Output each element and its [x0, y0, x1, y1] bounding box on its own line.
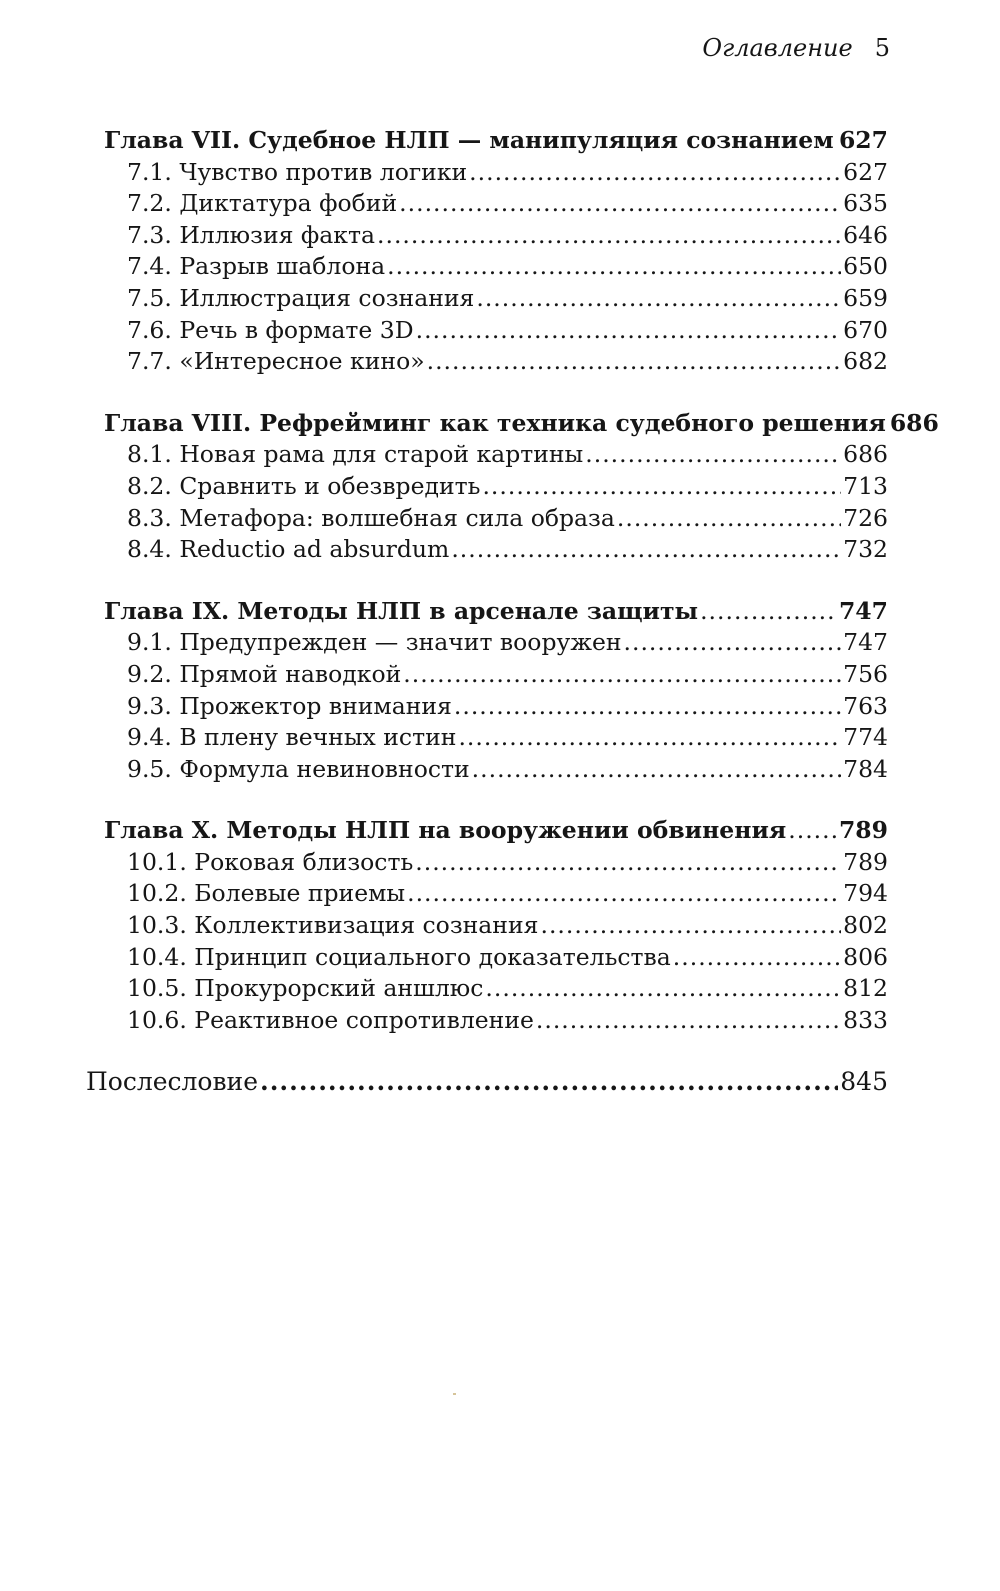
entry-page: 756: [843, 659, 888, 688]
entry-title: 8.2. Сравнить и обезвредить: [127, 471, 481, 500]
entry-page: 627: [843, 157, 888, 186]
toc-entry: [104, 504, 888, 536]
entry-page: 659: [843, 283, 888, 312]
leader-dots: [416, 316, 842, 344]
toc-entry: [104, 879, 888, 911]
entry-page: 686: [843, 440, 888, 469]
entry-title: 10.6. Реактивное сопротивление: [127, 1005, 534, 1034]
leader-dots: [482, 472, 841, 500]
afterword-title: Послесловие: [86, 1067, 258, 1097]
leader-dots: [427, 347, 842, 375]
leader-dots: [469, 158, 841, 186]
chapter-title: Глава X. Методы НЛП на вооружении обвинения: [104, 816, 787, 845]
entry-title: 7.2. Диктатура фобий: [127, 189, 398, 218]
chapter-7: [104, 126, 888, 379]
entry-title: 7.1. Чувство против логики: [127, 157, 468, 186]
entry-title: 8.1. Новая рама для старой картины: [127, 440, 584, 469]
chapter-heading: [104, 408, 939, 441]
leader-dots: [403, 660, 841, 688]
toc-entry: [104, 158, 888, 190]
toc-entry: [104, 472, 888, 504]
toc-entry: [104, 252, 888, 284]
leader-dots: [700, 597, 837, 625]
entry-title: 9.2. Прямой наводкой: [127, 659, 402, 688]
leader-dots: [624, 628, 842, 656]
entry-page: 789: [843, 847, 888, 876]
toc-entry: [104, 440, 888, 472]
chapter-title: Глава VII. Судебное НЛП — манипуляция сознанием: [104, 126, 834, 154]
entry-page: 794: [843, 879, 888, 908]
toc-entry: [104, 974, 888, 1006]
entry-page: 747: [843, 628, 888, 657]
leader-dots: [540, 911, 841, 939]
entry-title: 10.4. Принцип социального доказательства: [127, 942, 671, 971]
toc-entry: [104, 221, 888, 253]
leader-dots: [788, 816, 837, 844]
header-title: Оглавление: [702, 34, 853, 62]
entry-page: 784: [843, 754, 888, 783]
chapter-title: Глава IX. Методы НЛП в арсенале защиты: [104, 596, 699, 625]
chapter-10: [104, 816, 888, 1037]
toc-entry: [104, 723, 888, 755]
chapter-page: 686: [889, 408, 939, 437]
entry-page: 670: [843, 315, 888, 344]
entry-title: 10.5. Прокурорский аншлюс: [127, 974, 484, 1003]
leader-dots: [458, 723, 841, 751]
entry-title: 10.2. Болевые приемы: [127, 879, 406, 908]
entry-title: 10.3. Коллективизация сознания: [127, 911, 539, 940]
leader-dots: [585, 440, 841, 468]
entry-page: 732: [843, 535, 888, 564]
chapter-heading: [104, 126, 888, 158]
leader-dots: [673, 943, 841, 971]
entry-page: 646: [843, 220, 888, 249]
toc-entry: [104, 911, 888, 943]
toc-entry: [104, 660, 888, 692]
chapter-page: 789: [838, 816, 888, 845]
entry-title: 9.5. Формула невиновности: [127, 754, 470, 783]
toc-entry: [104, 628, 888, 660]
toc-entry: [104, 284, 888, 316]
toc-entry: [104, 189, 888, 221]
header-page-number: 5: [874, 34, 890, 62]
entry-page: 713: [843, 471, 888, 500]
entry-page: 833: [843, 1005, 888, 1034]
toc-entry: [104, 1006, 888, 1038]
chapter-title: Глава VIII. Рефрейминг как техника судебного решения: [104, 408, 886, 437]
entry-page: 682: [843, 347, 888, 376]
leader-dots: [377, 221, 841, 249]
leader-dots: [415, 848, 841, 876]
entry-title: 9.1. Предупрежден — значит вооружен: [127, 628, 622, 657]
leader-dots: [454, 692, 841, 720]
entry-page: 806: [843, 942, 888, 971]
entry-title: 8.4. Reductio ad absurdum: [127, 535, 450, 564]
entry-page: 763: [843, 691, 888, 720]
entry-title: 9.4. В плену вечных истин: [127, 723, 457, 752]
entry-page: 774: [843, 723, 888, 752]
leader-dots: [407, 879, 841, 907]
leader-dots: [617, 504, 841, 532]
toc-entry: [104, 755, 888, 787]
leader-dots: [451, 535, 841, 563]
entry-title: 7.3. Иллюзия факта: [127, 220, 376, 249]
leader-dots: [476, 284, 841, 312]
table-of-contents: [86, 126, 939, 1099]
toc-entry: [104, 316, 888, 348]
entry-page: 802: [843, 911, 888, 940]
chapter-page: 627: [838, 126, 888, 154]
entry-title: 8.3. Метафора: волшебная сила образа: [127, 503, 615, 532]
leader-dots: [399, 189, 841, 217]
toc-entry: [104, 692, 888, 724]
afterword-page: 845: [840, 1067, 888, 1097]
leader-dots: [260, 1067, 838, 1096]
toc-entry: [104, 848, 888, 880]
entry-title: 9.3. Прожектор внимания: [127, 691, 452, 720]
entry-title: 10.1. Роковая близость: [127, 847, 414, 876]
entry-page: 812: [843, 974, 888, 1003]
toc-entry: [104, 535, 888, 567]
entry-title: 7.7. «Интересное кино»: [127, 347, 425, 376]
leader-dots: [485, 974, 841, 1002]
toc-entry: [104, 943, 888, 975]
leader-dots: [472, 755, 841, 783]
leader-dots: [536, 1006, 841, 1034]
paper-speck: [453, 1393, 456, 1395]
running-header: [702, 34, 890, 62]
entry-page: 650: [843, 252, 888, 281]
entry-page: 726: [843, 503, 888, 532]
leader-dots: [387, 252, 841, 280]
toc-entry: [104, 347, 888, 379]
chapter-heading: [104, 816, 888, 848]
chapter-8: [104, 408, 939, 567]
chapter-heading: [104, 597, 888, 629]
entry-page: 635: [843, 189, 888, 218]
chapter-9: [104, 597, 888, 787]
leader-dots: [836, 126, 837, 154]
afterword-entry: [86, 1067, 888, 1099]
entry-title: 7.6. Речь в формате 3D: [127, 315, 414, 344]
chapter-page: 747: [838, 596, 888, 625]
entry-title: 7.4. Разрыв шаблона: [127, 252, 386, 281]
entry-title: 7.5. Иллюстрация сознания: [127, 283, 475, 312]
